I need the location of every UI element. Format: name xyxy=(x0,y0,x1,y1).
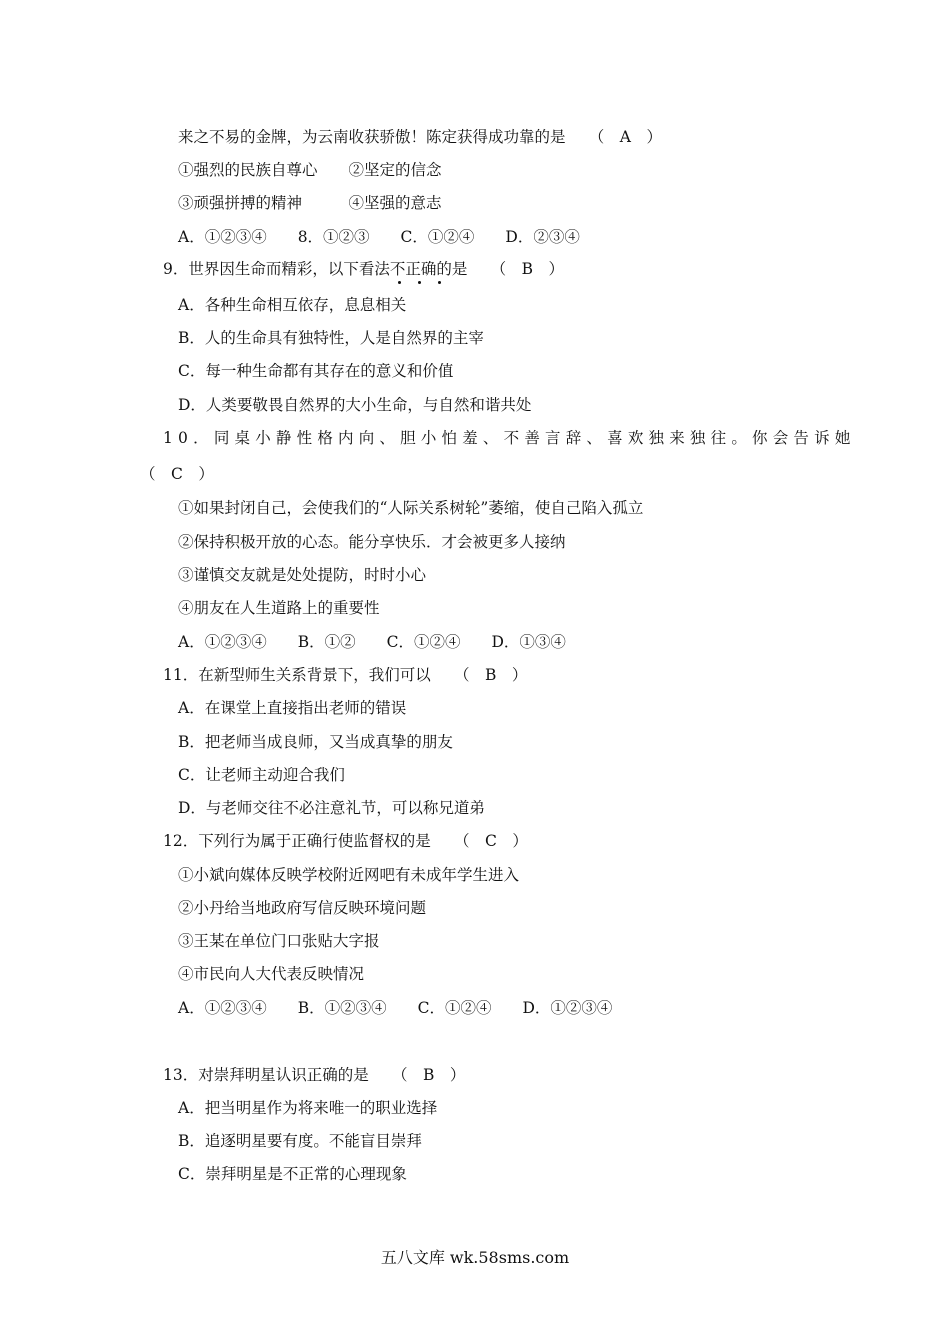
q9-option-d: D．人类要敬畏自然界的大小生命，与自然和谐共处 xyxy=(178,396,532,414)
q10-answer-bracket: （ C ） xyxy=(140,465,214,483)
q12-option-2: ②小丹给当地政府写信反映环境问题 xyxy=(178,899,427,917)
q12-answer-choices: A．①②③④ B．①②③④ C．①②④ D．①②③④ xyxy=(178,999,613,1017)
page-footer-watermark: 五八文库 wk.58sms.com xyxy=(380,1248,570,1267)
q8-option-row-1: ①强烈的民族自尊心 ②坚定的信念 xyxy=(178,161,442,179)
q11-option-d: D．与老师交往不必注意礼节，可以称兄道弟 xyxy=(178,799,485,817)
q9-option-b: B．人的生命具有独特性，人是自然界的主宰 xyxy=(178,329,484,347)
q13-stem: 13．对崇拜明星认识正确的是 （ B ） xyxy=(163,1066,466,1084)
q11-option-a: A．在课堂上直接指出老师的错误 xyxy=(178,699,407,717)
q10-option-2: ②保持积极开放的心态。能分享快乐．才会被更多人接纳 xyxy=(178,533,566,551)
q13-option-b: B．追逐明星要有度。不能盲目崇拜 xyxy=(178,1132,422,1150)
q9-option-a: A．各种生命相互依存，息息相关 xyxy=(178,296,407,314)
q12-option-3: ③王某在单位门口张贴大字报 xyxy=(178,932,380,950)
q10-option-1: ①如果封闭自己，会使我们的“人际关系树轮”萎缩，使自己陷入孤立 xyxy=(178,499,644,517)
q13-option-a: A．把当明星作为将来唯一的职业选择 xyxy=(178,1099,438,1117)
q9-option-c: C．每一种生命都有其存在的意义和价值 xyxy=(178,362,454,380)
q10-answer-choices: A．①②③④ B．①② C．①②④ D．①③④ xyxy=(178,633,566,651)
q8-answer-choices: A．①②③④ 8．①②③ C．①②④ D．②③④ xyxy=(178,228,580,246)
q8-stem: 来之不易的金牌，为云南收获骄傲！陈定获得成功靠的是 （ A ） xyxy=(178,128,662,146)
q9-stem: 9．世界因生命而精彩，以下看法不正确的是 （ B ） xyxy=(163,260,565,278)
q10-stem: 10．同桌小静性格内向、胆小怕羞、不善言辞、喜欢独来独往。你会告诉她 xyxy=(163,429,856,447)
q11-option-c: C．让老师主动迎合我们 xyxy=(178,766,345,784)
q12-option-4: ④市民向人大代表反映情况 xyxy=(178,965,365,983)
q10-option-3: ③谨慎交友就是处处提防，时时小心 xyxy=(178,566,427,584)
q13-option-c: C．崇拜明星是不正常的心理现象 xyxy=(178,1165,407,1183)
q12-stem: 12．下列行为属于正确行使监督权的是 （ C ） xyxy=(163,832,528,850)
q11-stem: 11．在新型师生关系背景下，我们可以 （ B ） xyxy=(163,666,528,684)
q11-option-b: B．把老师当成良师，又当成真挚的朋友 xyxy=(178,733,453,751)
q10-option-4: ④朋友在人生道路上的重要性 xyxy=(178,599,380,617)
emphasis-dots xyxy=(393,281,473,289)
q8-option-row-2: ③顽强拼搏的精神 ④坚强的意志 xyxy=(178,194,442,212)
q12-option-1: ①小斌向媒体反映学校附近网吧有未成年学生进入 xyxy=(178,866,520,884)
